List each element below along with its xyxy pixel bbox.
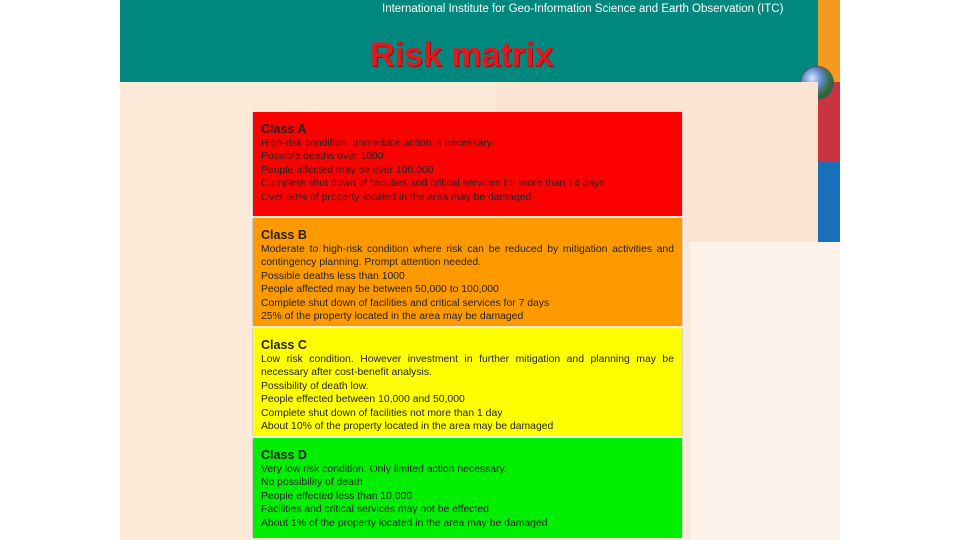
accent-stripe-blue	[817, 162, 840, 242]
class-line: Possible deaths over 1000	[261, 151, 384, 163]
class-line: Over 50% of property located in the area may be damaged	[261, 191, 532, 203]
risk-class-c	[252, 328, 683, 436]
risk-matrix	[252, 112, 683, 538]
page-title: Risk matrix	[370, 36, 554, 74]
class-line: Possible deaths less than 1000	[261, 270, 405, 282]
header-bar	[120, 0, 800, 82]
class-line: People affected may be over 100,000	[261, 164, 434, 176]
class-line: 25% of the property located in the area may be damaged	[261, 311, 524, 323]
class-line: People effected between 10,000 and 50,000	[261, 394, 465, 406]
class-line: People effected less than 10,000	[261, 490, 413, 502]
content-background-lower-panel	[690, 242, 840, 540]
class-title: Class C	[261, 338, 307, 352]
class-title: Class A	[261, 122, 307, 136]
class-line: Facilities and critical services may not be effected	[261, 504, 489, 516]
class-line: About 1% of the property located in the area may be damaged	[261, 517, 548, 529]
risk-class-b	[252, 218, 683, 326]
class-line: High-risk condition. Immediate action is necessary.	[261, 138, 495, 149]
slide	[120, 0, 840, 540]
class-line: Low risk condition. However investment in further mitigation and planning may be necessary after cost-benefit analysis.	[261, 354, 674, 379]
institute-name: International Institute for Geo-Information Science and Earth Observation (ITC)	[382, 3, 784, 15]
class-line: No possibility of death	[261, 477, 363, 489]
class-line: People affected may be between 50,000 to 100,000	[261, 284, 499, 296]
risk-class-a	[252, 112, 683, 216]
class-title: Class B	[261, 228, 307, 242]
risk-class-d	[252, 438, 683, 538]
class-line: Very low risk condition. Only limited action necessary.	[261, 464, 507, 475]
class-line: Possibility of death low.	[261, 380, 369, 392]
class-line: Moderate to high-risk condition where risk can be reduced by mitigation activities and contingency planning. Prompt attention needed.	[261, 244, 674, 269]
class-line: Complete shut down of facilities and critical services for more than 14 days	[261, 178, 605, 190]
class-line: About 10% of the property located in the area may be damaged	[261, 421, 554, 433]
class-line: Complete shut down of facilities and critical services for 7 days	[261, 297, 550, 309]
class-title: Class D	[261, 448, 307, 462]
class-line: Complete shut down of facilities not more than 1 day	[261, 407, 503, 419]
